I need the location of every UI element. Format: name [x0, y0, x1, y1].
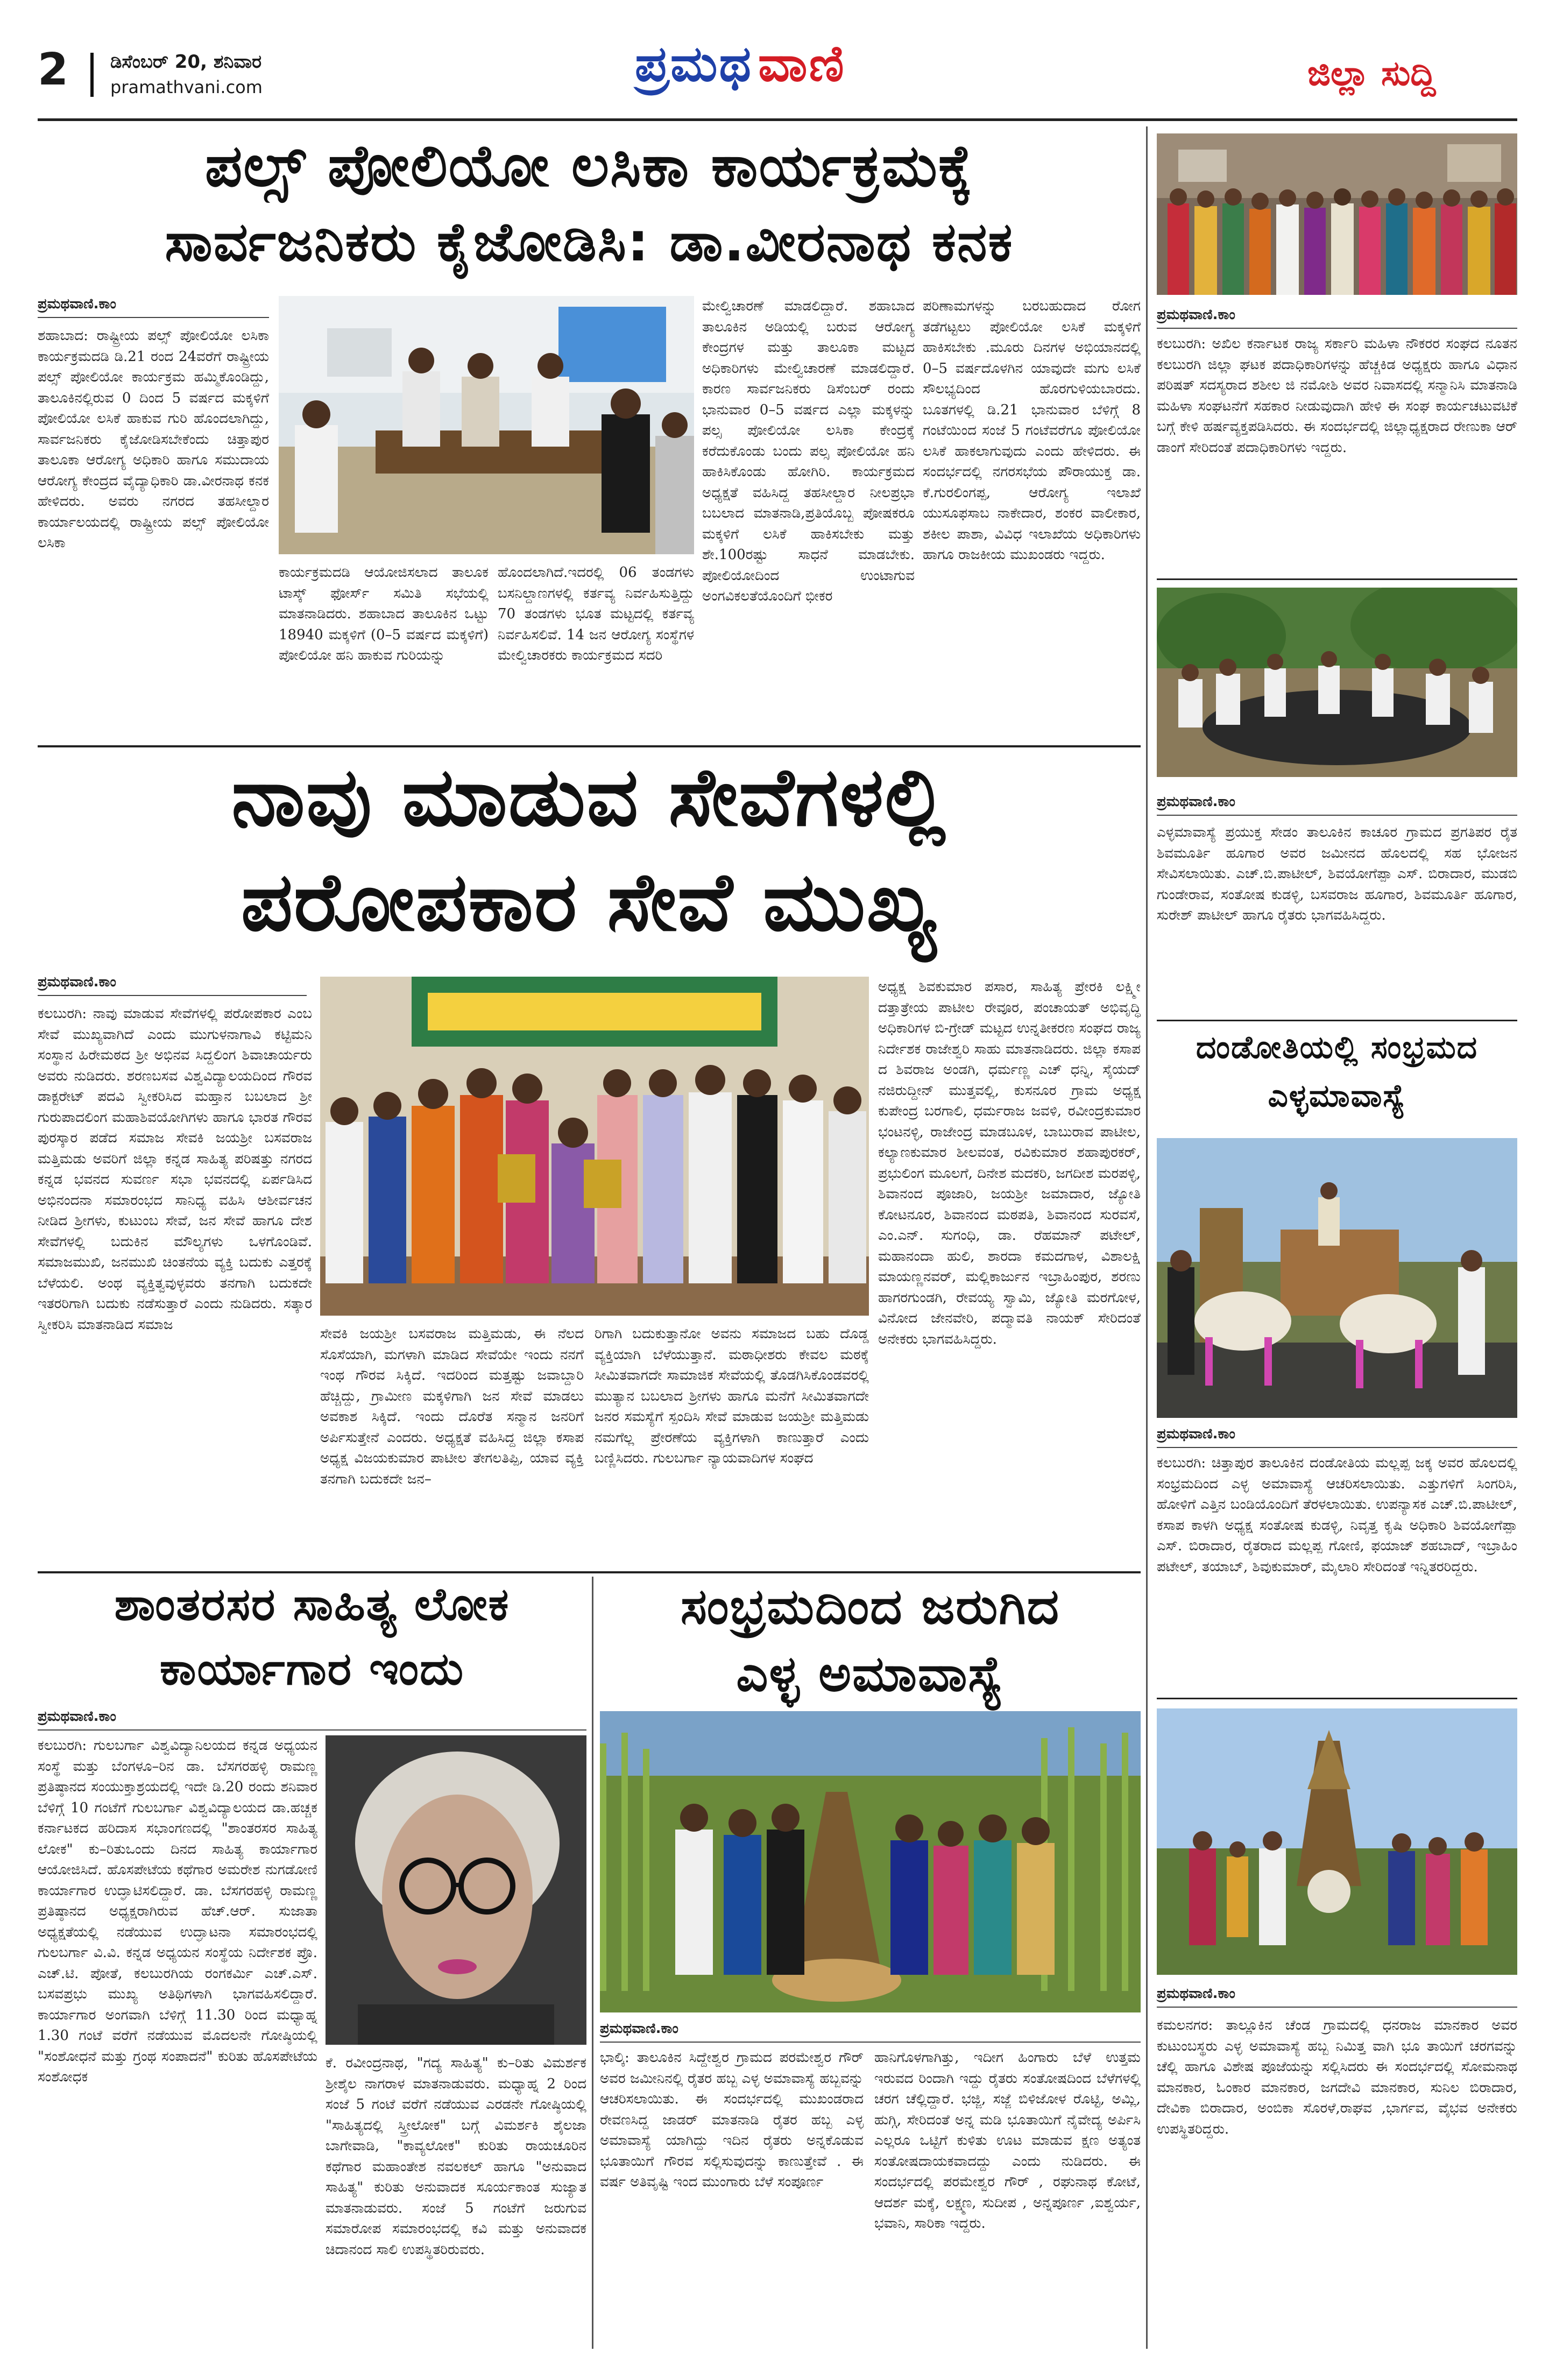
article-headline: ಸಂಭ್ರಮದಿಂದ ಜರುಗಿದ — [680, 1578, 1060, 1635]
article-column: ಭಾಲ್ಕಿ: ತಾಲೂಕಿನ ಸಿದ್ದೇಶ್ವರ ಗ್ರಾಮದ ಪರಮೇಶ್ವರ ಗೌರ್ ಅವರ ಜಮೀನಿನಲ್ಲಿ ರೈತರ ಹಬ್ಬ ಎಳ್ಳ ಅಮಾವಾಸ್ಯೆ ಹಬ್ಬವನ್ನು ಆಚರಿಸಲಾಯಿತು. ಈ ಸಂದರ್ಭದಲ್ಲಿ ಮುಖಂಡರಾದ ರೇವಣಸಿದ್ದ ಜಾಡರ್ ಮಾತನಾಡಿ ರೈತರ ಹಬ್ಬ ಎಳ್ಳ ಅಮಾವಾಸ್ಯೆ ಯಾಗಿದ್ದು ಇದಿನ ರೈತರು ಅನ್ನಕೊಡುವ ಭೂತಾಯಿಗೆ ಗೌರವ ಸಲ್ಲಿಸುವುದನ್ನು ಕಾಣುತ್ತೇವೆ . ಈ ವರ್ಷ ಅತಿವೃಷ್ಟಿ ಇಂದ ಮುಂಗಾರು ಬೆಳೆ ಸಂಪೂರ್ಣ — [600, 2050, 864, 2190]
article-column: ಶಹಾಬಾದ: ರಾಷ್ಟ್ರೀಯ ಪಲ್ಸ್ ಪೋಲಿಯೋ ಲಸಿಕಾ ಕಾರ್ಯಕ್ರಮದಡಿ ಡಿ.21 ರಂದ 24ವರೆಗೆ ರಾಷ್ಟ್ರೀಯ ಪಲ್ಸ್ ಪೋಲಿಯೋ ಕಾರ್ಯಕ್ರಮ ಹಮ್ಮಿಕೊಂಡಿದ್ದು, ತಾಲೂಕಿನಲ್ಲಿರುವ 0 ದಿಂದ 5 ವರ್ಷದ ಮಕ್ಕಳಿಗೆ ಪೋಲಿಯೋ ಲಸಿಕೆ ಹಾಕುವ ಗುರಿ ಹೊಂದಲಾಗಿದ್ದು, ಸಾರ್ವಜನಿಕರು ಕೈಜೋಡಿಸಬೇಕೆಂದು ಚಿತ್ತಾಪುರ ತಾಲೂಕಾ ಆರೋಗ್ಯ ಅಧಿಕಾರಿ ಹಾಗೂ ಸಮುದಾಯ ಆರೋಗ್ಯ ಕೇಂದ್ರದ ವೈದ್ಯಾಧಿಕಾರಿ ಡಾ.ವೀರನಾಥ ಕನಕ ಹೇಳಿದರು. ಅವರು ನಗರದ ತಹಸೀಲ್ದಾರ ಕಾರ್ಯಾಲಯದಲ್ಲಿ ರಾಷ್ಟ್ರೀಯ ಪಲ್ಸ್ ಪೋಲಿಯೋ ಲಸಿಕಾ — [38, 328, 269, 551]
article-column: ಹಾನಿಗೊಳಗಾಗಿತ್ತು, ಇದೀಗ ಹಿಂಗಾರು ಬೆಳೆ ಉತ್ತಮ ಇರುವದ ರಿಂದಾಗಿ ಇದ್ದು ರೈತರು ಸಂತೋಷದಿಂದ ಬೆಳೆಗಳಲ್ಲಿ ಚರಗ ಚೆಲ್ಲಿದ್ದಾರೆ. ಭಜ್ಜಿ, ಸಜ್ಜೆ ಬಿಳಿಜೋಳ ರೊಟ್ಟಿ, ಅಮ್ಲಿ, ಹುಗ್ಗಿ, ಸೇರಿದಂತೆ ಅನ್ನ ಮಡಿ ಭೂತಾಯಿಗೆ ನೈವೇದ್ಯ ಅರ್ಪಿಸಿ ಎಲ್ಲರೂ ಒಟ್ಟಿಗೆ ಕುಳಿತು ಊಟ ಮಾಡುವ ಕ್ಷಣ ಅತ್ಯಂತ ಸಂತೋಷದಾಯಕವಾದದ್ದು ಎಂದು ನುಡಿದರು. ಈ ಸಂದರ್ಭದಲ್ಲಿ ಪರಮೇಶ್ವರ ಗೌರ್ , ರಘುನಾಥ ಕೋಟೆ, ಆದರ್ಶ ಮಕ್ಕೆ, ಲಕ್ಷ್ಮಣ, ಸುದೀಪ , ಅನ್ನಪೂರ್ಣ ,ಐಶ್ವರ್ಯ, ಭವಾನಿ, ಸಾರಿಕಾ ಇದ್ದರು. — [874, 2050, 1141, 2231]
section-rule — [38, 745, 1141, 747]
byline: ಪ್ರಮಥವಾಣಿ.ಕಾಂ — [1157, 1426, 1517, 1448]
felicitation-photo — [320, 977, 869, 1316]
article-subheadline: ಎಳ್ಳ ಅಮಾವಾಸ್ಯೆ — [736, 1645, 1005, 1703]
section-rule — [1157, 1698, 1517, 1699]
article-headline: ಎಳ್ಳಮಾವಾಸ್ಯೆ — [1268, 1077, 1406, 1114]
article-column: ಕಲಬುರಗಿ: ನಾವು ಮಾಡುವ ಸೇವೆಗಳಲ್ಲಿ ಪರೋಪಕಾರ ಎಂಬ ಸೇವೆ ಮುಖ್ಯವಾಗಿದೆ ಎಂದು ಮುಗುಳನಾಗಾವಿ ಕಟ್ಟಿಮನಿ ಸಂಸ್ಥಾನ ಹಿರೇಮಠದ ಶ್ರೀ ಅಭಿನವ ಸಿದ್ದಲಿಂಗ ಶಿವಾಚಾರ್ಯರು ಅವರು ನುಡಿದರು. ಶರಣಬಸವ ವಿಶ್ವವಿದ್ಯಾಲಯದಿಂದ ಗೌರವ ಡಾಕ್ಟರೇಟ್ ಪದವಿ ಸ್ವೀಕರಿಸಿದ ಮಹ್ತಾನ ಬಬಲಾದ ಶ್ರೀ ಗುರುಪಾದಲಿಂಗ ಮಹಾಶಿವಯೋಗಿಗಳು ಹಾಗೂ ಭಾರತ ಗೌರವ ಪುರಸ್ಕಾರ ಪಡೆದ ಸಮಾಜ ಸೇವಕಿ ಜಯಶ್ರೀ ಬಸವರಾಜ ಮತ್ತಿಮಡು ಅವರಿಗೆ ಜಿಲ್ಲಾ ಕನ್ನಡ ಸಾಹಿತ್ಯ ಪರಿಷತ್ತು ನಗರದ ಕನ್ನಡ ಭವನದ ಸುವರ್ಣ ಸಭಾ ಭವನದಲ್ಲಿ ಏರ್ಪಡಿಸಿದ ಅಭಿನಂದನಾ ಸಮಾರಂಭದ ಸಾನಿಧ್ಯ ವಹಿಸಿ ಆಶೀರ್ವಚನ ನೀಡಿದ ಶ್ರೀಗಳು, ಕುಟುಂಬ ಸೇವೆ, ಜನ ಸೇವೆ ಹಾಗೂ ದೇಶ ಸೇವೆಗಳಲ್ಲಿ ಬದುಕಿನ ಮೌಲ್ಯಗಳು ಒಳಗೊಂಡಿವೆ. ಸಮಾಜಮುಖಿ, ಜನಮುಖಿ ಚಿಂತನೆಯ ವ್ಯಕ್ತಿ ಬದುಕು ಎತ್ತರಕ್ಕೆ ಬೆಳೆಯಲಿ. ಅಂಥ ವ್ಯಕ್ತಿತ್ವವುಳ್ಳವರು ತನಗಾಗಿ ಬದುಕದೇ ಇತರರಿಗಾಗಿ ಬದುಕು ನಡೆಸುತ್ತಾರೆ ಎಂದು ನುಡಿದರು. ಸತ್ಕಾರ ಸ್ವೀಕರಿಸಿ ಮಾತನಾಡಿದ ಸಮಾಜ — [38, 1006, 312, 1333]
section-rule — [38, 1571, 1141, 1573]
article-text: ಕಲಬುರಗಿ: ಚಿತ್ತಾಪುರ ತಾಲೂಕಿನ ದಂಡೋತಿಯ ಮಲ್ಲಪ್ಪ ಜಕ್ಕ ಅವರ ಹೊಲದಲ್ಲಿ ಸಂಭ್ರಮದಿಂದ ಎಳ್ಳ ಅಮಾವಾಸ್ಯೆ ಆಚರಿಸಲಾಯಿತು. ಎತ್ತುಗಳಿಗೆ ಸಿಂಗರಿಸಿ, ಹೋಳಿಗೆ ಎತ್ತಿನ ಬಂಡಿಯೊಂದಿಗೆ ತೆರಳಲಾಯಿತು. ಉಪನ್ಯಾಸಕ ಎಚ್.ಬಿ.ಪಾಟೀಲ್, ಕಸಾಪ ಕಾಳಗಿ ಅಧ್ಯಕ್ಷ ಸಂತೋಷ ಕುಡಳ್ಳಿ, ನಿವೃತ್ತ ಕೃಷಿ ಅಧಿಕಾರಿ ಶಿವಯೋಗೆಪ್ಪಾ ಎಸ್. ಬಿರಾದಾರ, ರೈತರಾದ ಮಲ್ಲಪ್ಪ ಗೋಣಿ, ಫಯಾಜ್ ಶಹಬಾದ್, ಇಬ್ರಾಹಿಂ ಪಟೇಲ್, ತಯಾಬ್, ಶಿವುಕುಮಾರ್, ಮೈಲಾರಿ ಸೇರಿದಂತೆ ಇನ್ನಿತರರಿದ್ದರು. — [1157, 1455, 1517, 1575]
writer-portrait-photo — [326, 1735, 586, 2045]
farm-celebration-photo — [600, 1711, 1141, 2012]
section-label: ಜಿಲ್ಲಾ ಸುದ್ದಿ — [1307, 54, 1436, 94]
farmers-meal-photo — [1157, 588, 1517, 777]
bullock-cart-photo — [1157, 1138, 1517, 1418]
newspaper-title — [635, 35, 846, 94]
article-subheadline: ಸಾರ್ವಜನಿಕರು ಕೈಜೋಡಿಸಿ: ಡಾ.ವೀರನಾಥ ಕನಕ — [165, 210, 1014, 273]
article-subheadline: ಪರೋಪಕಾರ ಸೇವೆ ಮುಖ್ಯ — [241, 856, 938, 949]
article-column: ಕಲಬುರಗಿ: ಗುಲಬರ್ಗಾ ವಿಶ್ವವಿದ್ಯಾನಿಲಯದ ಕನ್ನಡ ಅಧ್ಯಯನ ಸಂಸ್ಥೆ ಮತ್ತು ಬೆಂಗಳೂ–ರಿನ ಡಾ. ಬೆಸಗರಹಳ್ಳಿ ರಾಮಣ್ಣ ಪ್ರತಿಷ್ಠಾನದ ಸಂಯುಕ್ತಾಶ್ರಯದಲ್ಲಿ ಇದೇ ಡಿ.20 ರಂದು ಶನಿವಾರ ಬೆಳಿಗ್ಗೆ 10 ಗಂಟೆಗೆ ಗುಲಬರ್ಗಾ ವಿಶ್ವವಿದ್ಯಾಲಯದ ಡಾ.ಹಚ್ಚಕ ಕರ್ನಾಟಕದ ಹರಿದಾಸ ಸಭಾಂಗಣದಲ್ಲಿ "ಶಾಂತರಸರ ಸಾಹಿತ್ಯ ಲೋಕ" ಕು–ರಿತುಒಂದು ದಿನದ ಸಾಹಿತ್ಯ ಕಾರ್ಯಾಗಾರ ಆಯೋಜಿಸಿದೆ. ಹೊಸಪೇಟೆಯ ಕಥೆಗಾರ ಅಮರೇಶ ನುಗಡೋಣಿ ಕಾರ್ಯಾಗಾರ ಉದ್ಘಾಟಿಸಲಿದ್ದಾರೆ. ಡಾ. ಬೆಸಗರಹಳ್ಳಿ ರಾಮಣ್ಣ ಪ್ರತಿಷ್ಠಾನದ ಅಧ್ಯಕ್ಷರಾಗಿರುವ ಹೆಚ್.ಆರ್. ಸುಜಾತಾ ಅಧ್ಯಕ್ಷತೆಯಲ್ಲಿ ನಡೆಯುವ ಉದ್ಘಾಟನಾ ಸಮಾರಂಭದಲ್ಲಿ ಗುಲಬರ್ಗಾ ವಿ.ವಿ. ಕನ್ನಡ ಅಧ್ಯಯನ ಸಂಸ್ಥೆಯ ನಿರ್ದೇಶಕ ಪ್ರೊ. ಎಚ್.ಟಿ. ಪೋತೆ, ಕಲಬುರಗಿಯ ರಂಗಕರ್ಮಿ ಎಚ್.ಎಸ್. ಬಸವಪ್ರಭು ಮುಖ್ಯ ಅತಿಥಿಗಳಾಗಿ ಭಾಗವಹಿಸಲಿದ್ದಾರೆ. ಕಾರ್ಯಾಗಾರ ಅಂಗವಾಗಿ ಬೆಳಿಗ್ಗೆ 11.30 ರಿಂದ ಮಧ್ಯಾಹ್ನ 1.30 ಗಂಟೆ ವರೆಗೆ ನಡೆಯುವ ಮೊದಲನೇ ಗೋಷ್ಠಿಯಲ್ಲಿ "ಸಂಶೋಧನೆ ಮತ್ತು ಗ್ರಂಥ ಸಂಪಾದನೆ" ಕುರಿತು ಹೊಸಪೇಟೆಯ ಸಂಶೋಧಕ — [38, 1738, 317, 2085]
byline: ಪ್ರಮಥವಾಣಿ.ಕಾಂ — [600, 2021, 1141, 2043]
title-part-red: ವಾಣಿ — [758, 35, 846, 93]
article-column: ಕಾರ್ಯಕ್ರಮದಡಿ ಆಯೋಜಿಸಲಾದ ತಾಲೂಕ ಟಾಸ್ಕ್ ಫೋರ್ಸ್ ಸಮಿತಿ ಸಭೆಯಲ್ಲಿ ಮಾತನಾಡಿದರು. ಶಹಾಬಾದ ತಾಲೂಕಿನ ಒಟ್ಟು 18940 ಮಕ್ಕಳಿಗೆ (0–5 ವರ್ಷದ ಮಕ್ಕಳಿಗೆ) ಪೋಲಿಯೋ ಹನಿ ಹಾಕುವ ಗುರಿಯನ್ನು — [279, 564, 489, 663]
byline: ಪ್ರಮಥವಾಣಿ.ಕಾಂ — [38, 1708, 586, 1731]
section-rule — [1157, 1020, 1517, 1021]
sidebar-divider — [1146, 126, 1148, 2349]
byline: ಪ್ರಮಥವಾಣಿ.ಕಾಂ — [1157, 307, 1517, 329]
byline: ಪ್ರಮಥವಾಣಿ.ಕಾಂ — [1157, 794, 1517, 816]
group-photo-women-association — [1157, 133, 1517, 295]
article-subheadline: ಕಾರ್ಯಾಗಾರ ಇಂದು — [159, 1642, 465, 1695]
family-worship-photo — [1157, 1708, 1517, 1975]
article-headline: ಶಾಂತರಸರ ಸಾಹಿತ್ಯ ಲೋಕ — [114, 1578, 510, 1630]
masthead-divider — [90, 53, 94, 97]
byline: ಪ್ರಮಥವಾಣಿ.ಕಾಂ — [38, 974, 307, 996]
website-link[interactable]: pramathvani.com — [110, 77, 263, 97]
article-column: ಪರಿಣಾಮಗಳನ್ನು ಬರಬಹುದಾದ ರೋಗ ತಡೆಗಟ್ಟಲು ಪೋಲಿಯೋ ಲಸಿಕೆ ಮಕ್ಕಳಿಗೆ ಹಾಕಿಸಬೇಕು .ಮೂರು ದಿನಗಳ ಅಭಿಯಾನದಲ್ಲಿ 0–5 ವರ್ಷದೊಳಗಿನ ಯಾವುದೇ ಮಗು ಲಸಿಕೆ ಸೌಲಭ್ಯದಿಂದ ಹೊರಗುಳಿಯಬಾರದು. ಬೂತಗಳಲ್ಲಿ ಡಿ.21 ಭಾನುವಾರ ಬೆಳಿಗ್ಗೆ 8 ಗಂಟೆಯಿಂದ ಸಂಜೆ 5 ಗಂಟೆವರೆಗೂ ಪೋಲಿಯೋ ಲಸಿಕೆ ಹಾಕಲಾಗುವುದು ಎಂದು ಹೇಳಿದರು. ಈ ಸಂದರ್ಭದಲ್ಲಿ ನಗರಸಭೆಯ ಪೌರಾಯುಕ್ತ ಡಾ. ಕೆ.ಗುರಲಿಂಗಪ್ಪ, ಆರೋಗ್ಯ ಇಲಾಖೆ ಯುಸೂಫಸಾಬ ನಾಕೇದಾರ, ಶಂಕರ ವಾಲೀಕಾರ, ಶಕೀಲ ಪಾಶಾ, ವಿವಿಧ ಇಲಾಖೆಯ ಅಧಿಕಾರಿಗಳು ಹಾಗೂ ರಾಜಕೀಯ ಮುಖಂಡರು ಇದ್ದರು. — [923, 298, 1141, 563]
section-rule — [1157, 578, 1517, 580]
article-text: ಕಲಬುರಗಿ: ಅಖಿಲ ಕರ್ನಾಟಕ ರಾಜ್ಯ ಸರ್ಕಾರಿ ಮಹಿಳಾ ನೌಕರರ ಸಂಘದ ನೂತನ ಕಲಬುರಗಿ ಜಿಲ್ಲಾ ಘಟಕ ಪದಾಧಿಕಾರಿಗಳನ್ನು ಹೆಚ್ಚಕಿಡ ಅಧ್ಯಕ್ಷರು ಹಾಗೂ ವಿಧಾನ ಪರಿಷತ್ ಸದಸ್ಯರಾದ ಶಶೀಲ ಜಿ ನಮೋಶಿ ಅವರ ನಿವಾಸದಲ್ಲಿ ಸನ್ಮಾನಿಸಿ ಮಾತನಾಡಿ ಮಹಿಳಾ ಸಂಘಟನೆಗೆ ಸಹಕಾರ ನೀಡುವುದಾಗಿ ಹೇಳಿ ಈ ಸಂಘ ಕಾರ್ಯಚಟುವಟಿಕೆ ಬಗ್ಗೆ ಕೇಳಿ ಹರ್ಷವ್ಯಕ್ತಪಡಿಸಿದರು. ಈ ಸಂದರ್ಭದಲ್ಲಿ ಜಿಲ್ಲಾಧ್ಯಕ್ಷರಾದ ರೇಣುಕಾ ಆರ್ ಡಾಂಗೆ ಸೇರಿದಂತೆ ಪದಾಧಿಕಾರಿಗಳು ಇದ್ದರು. — [1157, 336, 1517, 456]
byline: ಪ್ರಮಥವಾಣಿ.ಕಾಂ — [38, 296, 269, 318]
meeting-photo — [279, 296, 694, 554]
article-column: ಸೇವಕಿ ಜಯಶ್ರೀ ಬಸವರಾಜ ಮತ್ತಿಮಡು, ಈ ನೆಲದ ಸೊಸೆಯಾಗಿ, ಮಗಳಾಗಿ ಮಾಡಿದ ಸೇವೆಯೇ ಇಂದು ನನಗೆ ಇಂಥ ಗೌರವ ಸಿಕ್ಕಿದೆ. ಇದರಿಂದ ಮತ್ತಷ್ಟು ಜವಾಬ್ದಾರಿ ಹೆಚ್ಚಿದ್ದು, ಗ್ರಾಮೀಣ ಮಕ್ಕಳಿಗಾಗಿ ಜನ ಸೇವೆ ಮಾಡಲು ಅವಕಾಶ ಸಿಕ್ಕಿದೆ. ಇಂದು ದೊರೆತ ಸನ್ಮಾನ ಜನರಿಗೆ ಅರ್ಪಿಸುತ್ತೇನೆ ಎಂದರು. ಅಧ್ಯಕ್ಷತೆ ವಹಿಸಿದ್ದ ಜಿಲ್ಲಾ ಕಸಾಪ ಅಧ್ಯಕ್ಷ ವಿಜಯಕುಮಾರ ಪಾಟೀಲ ತೇಗಲತಿಪ್ಪಿ, ಯಾವ ವ್ಯಕ್ತಿ ತನಗಾಗಿ ಬದುಕದೇ ಜನ– — [320, 1326, 584, 1487]
byline: ಪ್ರಮಥವಾಣಿ.ಕಾಂ — [1157, 1986, 1517, 2008]
page-number: 2 — [38, 44, 69, 95]
article-column: ಕೆ. ರವೀಂದ್ರನಾಥ, "ಗದ್ಯ ಸಾಹಿತ್ಯ" ಕು–ರಿತು ವಿಮರ್ಶಕ ಶ್ರೀಶೈಲ ನಾಗರಾಳ ಮಾತನಾಡುವರು. ಮಧ್ಯಾಹ್ನ 2 ರಿಂದ ಸಂಜೆ 5 ಗಂಟೆ ವರೆಗೆ ನಡೆಯುವ ಎರಡನೇ ಗೋಷ್ಠಿಯಲ್ಲಿ "ಸಾಹಿತ್ಯದಲ್ಲಿ ಸ್ತ್ರೀಲೋಕ" ಬಗ್ಗೆ ವಿಮರ್ಶಕಿ ಶೈಲಜಾ ಬಾಗೇವಾಡಿ, "ಕಾವ್ಯಲೋಕ" ಕುರಿತು ರಾಯಚೂರಿನ ಕಥೆಗಾರ ಮಹಾಂತೇಶ ನವಲಕಲ್ ಹಾಗೂ "ಅನುವಾದ ಸಾಹಿತ್ಯ" ಕುರಿತು ಅನುವಾದಕ ಸೂರ್ಯಕಾಂತ ಸುಜ್ಯಾತ ಮಾತನಾಡುವರು. ಸಂಜೆ 5 ಗಂಟೆಗೆ ಜರುಗುವ ಸಮಾರೋಪ ಸಮಾರಂಭದಲ್ಲಿ ಕವಿ ಮತ್ತು ಅನುವಾದಕ ಚಿದಾನಂದ ಸಾಲಿ ಉಪಸ್ಥಿತರಿರುವರು. — [326, 2055, 586, 2258]
article-headline: ಪಲ್ಸ್ ಪೋಲಿಯೋ ಲಸಿಕಾ ಕಾರ್ಯಕ್ರಮಕ್ಕೆ — [204, 132, 974, 200]
article-column: ಅಧ್ಯಕ್ಷ ಶಿವಕುಮಾರ ಪಸಾರ, ಸಾಹಿತ್ಯ ಪ್ರೇರಕಿ ಲಕ್ಷ್ಮೀ ದತ್ತಾತ್ರೇಯ ಪಾಟೀಲ ರೇವೂರ, ಪಂಚಾಯತ್ ಅಭಿವೃದ್ಧಿ ಅಧಿಕಾರಿಗಳ ಬಿ-ಗ್ರೇಡ್ ಮಟ್ಟದ ಉನ್ನತೀಕರಣ ಸಂಘದ ರಾಜ್ಯ ನಿರ್ದೇಶಕ ರಾಜೇಶ್ವರಿ ಸಾಹು ಮಾತನಾಡಿದರು. ಜಿಲ್ಲಾ ಕಸಾಪ ದ ಶಿವರಾಜ ಅಂಡಗಿ, ಧರ್ಮಣ್ಣ ಎಚ್ ಧನ್ನಿ, ಸೈಯದ್ ನಜಿರುದ್ದೀನ್ ಮುತ್ತವಲ್ಲಿ, ಕುಸನೂರ ಗ್ರಾಮ ಅಧ್ಯಕ್ಷ ಕುಪೇಂದ್ರ ಬರಗಾಲಿ, ಧರ್ಮರಾಜ ಜವಳಿ, ರವೀಂದ್ರಕುಮಾರ ಭಂಟನಳ್ಳಿ, ರಾಜೇಂದ್ರ ಮಾಡಬೂಳ, ಬಾಬುರಾವ ಪಾಟೀಲ, ಕಲ್ಯಾಣಕುಮಾರ ಶೀಲವಂತ, ರವಿಕುಮಾರ ಶಹಾಪುರಕರ್, ಪ್ರಭುಲಿಂಗ ಮೂಲಗೆ, ದಿನೇಶ ಮದಕರಿ, ಜಗದೀಶ ಮರಪಳ್ಳಿ, ಶಿವಾನಂದ ಪೂಜಾರಿ, ಜಯಶ್ರೀ ಜಮಾದಾರ, ಜ್ಯೋತಿ ಕೋಟನೂರ, ಶಿವಾನಂದ ಮಠಪತಿ, ಶಿವಾನಂದ ಸುರವಸೆ, ಎಂ.ಎನ್. ಸುಗಂಧಿ, ಡಾ. ರೆಹಮಾನ್ ಪಟೇಲ್, ಮಹಾನಂದಾ ಹುಲಿ, ಶಾರದಾ ಕಮದಗಾಳ, ವಿಶಾಲಕ್ಷಿ ಮಾಯಣ್ಣನವರ್, ಮಲ್ಲಿಕಾರ್ಜುನ ಇಬ್ರಾಹಿಂಪುರ, ಶರಣು ಹಾಗರಗುಂಡಗಿ, ರೇವಯ್ಯ ಸ್ವಾಮಿ, ಜ್ಯೋತಿ ಮರಗೋಳ, ವಿನೋದ ಜೇನವೇರಿ, ಪದ್ಮಾವತಿ ನಾಯಕ್ ಸೇರಿದಂತೆ ಅನೇಕರು ಭಾಗವಹಿಸಿದ್ದರು. — [878, 979, 1141, 1347]
title-part-blue: ಪ್ರಮಥ — [635, 35, 753, 93]
article-column: ಮೇಲ್ವಿಚಾರಣೆ ಮಾಡಲಿದ್ದಾರೆ. ಶಹಾಬಾದ ತಾಲೂಕಿನ ಅಡಿಯಲ್ಲಿ ಬರುವ ಆರೋಗ್ಯ ಕೇಂದ್ರಗಳ ಮತ್ತು ತಾಲೂಕಾ ಮಟ್ಟದ ಅಧಿಕಾರಿಗಳು ಮೇಲ್ವಿಚಾರಣೆ ಮಾಡಲಿದ್ದಾರೆ. ಕಾರಣ ಸಾರ್ವಜನಿಕರು ಡಿಸೆಂಬರ್ ರಂದು ಭಾನುವಾರ 0–5 ವರ್ಷದ ಎಲ್ಲಾ ಮಕ್ಕಳನ್ನು ಪಲ್ಸ ಪೋಲಿಯೋ ಲಸಿಕಾ ಕೇಂದ್ರಕ್ಕೆ ಕರೆದುಕೊಂಡು ಬಂದು ಪಲ್ಸ ಪೋಲಿಯೋ ಹನಿ ಹಾಕಿಸಿಕೊಂಡು ಹೋಗಿರಿ. ಕಾರ್ಯಕ್ರಮದ ಅಧ್ಯಕ್ಷತೆ ವಹಿಸಿದ್ದ ತಹಸೀಲ್ದಾರ ನೀಲಪ್ರಭಾ ಬಬಲಾದ ಮಾತನಾಡಿ,ಪ್ರತಿಯೊಬ್ಬ ಪೋಷಕರೂ ಮಕ್ಕಳಿಗೆ ಲಸಿಕೆ ಹಾಕಿಸಬೇಕು ಮತ್ತು ಶೇ.100ರಷ್ಟು ಸಾಧನೆ ಮಾಡಬೇಕು. ಪೋಲಿಯೋದಿಂದ ಉಂಟಾಗುವ ಅಂಗವಿಕಲತೆಯೊಂದಿಗೆ ಭೀಕರ — [702, 298, 915, 604]
article-column: ರಿಗಾಗಿ ಬದುಕುತ್ತಾನೋ ಅವನು ಸಮಾಜದ ಬಹು ದೊಡ್ಡ ವ್ಯಕ್ತಿಯಾಗಿ ಬೆಳೆಯುತ್ತಾನೆ. ಮಠಾಧೀಶರು ಕೇವಲ ಮಠಕ್ಕೆ ಸೀಮಿತವಾಗದೇ ಸಾಮಾಜಿಕ ಸೇವೆಯಲ್ಲಿ ತೊಡಗಿಸಿಕೊಂಡವರಲ್ಲಿ ಮುತ್ಯಾನ ಬಬಲಾದ ಶ್ರೀಗಳು ಹಾಗೂ ಮನೆಗೆ ಸೀಮಿತವಾಗದೇ ಜನರ ಸಮಸ್ಯೆಗೆ ಸ್ಪಂದಿಸಿ ಸೇವೆ ಮಾಡುವ ಜಯಶ್ರೀ ಮತ್ತಿಮಡು ನಮಗೆಲ್ಲ ಪ್ರೇರಣೆಯ ವ್ಯಕ್ತಿಗಳಾಗಿ ಕಾಣುತ್ತಾರೆ ಎಂದು ಬಣ್ಣಿಸಿದರು. ಗುಲಬರ್ಗಾ ನ್ಯಾಯವಾದಿಗಳ ಸಂಘದ — [595, 1326, 869, 1466]
column-divider — [592, 1577, 593, 2349]
issue-date: ಡಿಸೆಂಬರ್ 20, ಶನಿವಾರ — [110, 51, 262, 73]
masthead-rule — [38, 118, 1517, 121]
article-text: ಎಳ್ಳಮಾವಾಸ್ಯೆ ಪ್ರಯುಕ್ತ ಸೇಡಂ ತಾಲೂಕಿನ ಕಾಚೂರ ಗ್ರಾಮದ ಪ್ರಗತಿಪರ ರೈತ ಶಿವಮೂರ್ತಿ ಹೂಗಾರ ಅವರ ಜಮೀನದ ಹೊಲದಲ್ಲಿ ಸಹ ಭೋಜನ ಸೇವಿಸಲಾಯಿತು. ಎಚ್.ಬಿ.ಪಾಟೀಲ್, ಶಿವಯೋಗೆಪ್ಪಾ ಎಸ್. ಬಿರಾದಾರ, ಮುಡಬಿ ಗುಂಡೇರಾವ, ಸಂತೋಷ ಕುಡಳ್ಳಿ, ಬಸವರಾಜ ಹೂಗಾರ, ಶಿವಮೂರ್ತಿ ಹೂಗಾರ, ಸುರೇಶ್ ಪಾಟೀಲ್ ಹಾಗೂ ರೈತರು ಭಾಗವಹಿಸಿದ್ದರು. — [1157, 824, 1517, 923]
article-headline: ದಂಡೋತಿಯಲ್ಲಿ ಸಂಭ್ರಮದ — [1196, 1029, 1479, 1065]
article-headline: ನಾವು ಮಾಡುವ ಸೇವೆಗಳಲ್ಲಿ — [231, 751, 947, 844]
masthead — [0, 0, 1556, 126]
article-text: ಕಮಲನಗರ: ತಾಲ್ಲೂಕಿನ ಚೆಂಡ ಗ್ರಾಮದಲ್ಲಿ ಧನರಾಜ ಮಾನಕಾರ ಅವರ ಕುಟುಂಬಸ್ಥರು ಎಳ್ಳ ಅಮಾವಾಸ್ಯೆ ಹಬ್ಬ ನಿಮಿತ್ತ ವಾಗಿ ಭೂ ತಾಯಿಗೆ ಚರಗವನ್ನು ಚೆಲ್ಲಿ ಹಾಗೂ ವಿಶೇಷ ಪೂಜೆಯನ್ನು ಸಲ್ಲಿಸಿದರು ಈ ಸಂದರ್ಭದಲ್ಲಿ ಸೋಮನಾಥ ಮಾನಕಾರ, ಓಂಕಾರ ಮಾನಕಾರ, ಜಗದೇವಿ ಮಾನಕಾರ, ಸುನಿಲ ಬಿರಾದಾರ, ದೇವಿಕಾ ಬಿರಾದಾರ, ಅಂಬಿಕಾ ಸೊರಳೆ,ರಾಘವ ,ಭಾರ್ಗವ, ವೈಭವ ಅನೇಕರು ಉಪಸ್ಥಿತರಿದ್ದರು. — [1157, 2017, 1517, 2137]
article-column: ಹೊಂದಲಾಗಿದೆ.ಇದರಲ್ಲಿ 06 ತಂಡಗಳು ಬಸನಿಲ್ದಾಣಗಳಲ್ಲಿ ಕರ್ತವ್ಯ ನಿರ್ವಹಿಸುತ್ತಿದ್ದು 70 ತಂಡಗಳು ಭೂತ ಮಟ್ಟದಲ್ಲಿ ಕರ್ತವ್ಯ ನಿರ್ವಹಿಸಲಿವೆ. 14 ಜನ ಆರೋಗ್ಯ ಸಂಸ್ಥೆಗಳ ಮೇಲ್ವಿಚಾರಕರು ಕಾರ್ಯಕ್ರಮದ ಸದರಿ — [498, 564, 694, 663]
